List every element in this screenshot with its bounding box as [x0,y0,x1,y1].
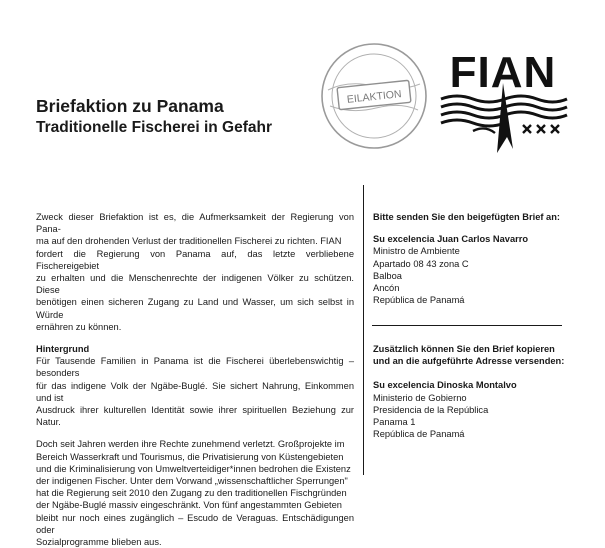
address-line: Balboa [373,270,402,281]
recipient-name: Su excelencia Dinoska Montalvo [373,380,517,391]
recipient-instruction: Zusätzlich können Sie den Brief kopieren [373,344,555,354]
address-line: Presidencia de la República [373,404,489,415]
recipient-divider [372,325,562,326]
address-line: Ministerio de Gobierno [373,392,467,403]
background-paragraph: Für Tausende Familien in Panama ist die Fischerei überlebenswichtig – besonders für das indigene Volk der Ngäbe-Buglé. Sie sichert Nahrung, Einkommen und ist Ausdruck ihrer kulturellen Identität sowie ihrer spirituellen Beziehung zur Natur. [36,356,354,428]
address-line: República de Panamá [373,429,465,440]
intro-paragraph: Zweck dieser Briefaktion ist es, die Aufmerksamkeit der Regierung von Pana- ma auf den drohenden Verlust der traditionellen Fischerei zu richten. FIAN fordert die Regierung von Panama auf, das letzte verbliebene Fischereigebiet zu erhalten und die Menschenrechte der indigenen Völker zu schützen. Diese benötigen einen sicheren Zugang zu Land und Wasser, um sich selbst in Würde ernähren zu können. [36,212,354,332]
main-text [36,211,354,548]
page-title: Briefaktion zu Panama [36,96,224,116]
recipient-primary [373,211,573,306]
address-line: República de Panamá [373,295,465,306]
rights-paragraph: Doch seit Jahren werden ihre Rechte zunehmend verletzt. Großprojekte im Bereich Wasserkraft und Tourismus, die Privatisierung von Küstengebieten und die Kriminalisierung von Umweltverteidiger*innen bedrohen die Existenz der indigenen Fischer. Unter dem Vorwand „wissenschaftlicher Sperrungen" hat die Regierung seit 2010 den Zugang zu den traditionellen Fischgründen der Ngäbe-Buglé massiv eingeschränkt. Von fünf angestammten Gebieten bleibt nur noch eines zugänglich – Escudo de Veraguas. Entschädigungen oder Sozialprogramme blieben aus. [36,439,354,548]
recipient-instruction: Bitte senden Sie den beigefügten Brief an: [373,212,560,222]
eilaktion-stamp-icon [318,40,430,152]
address-line: Ministro de Ambiente [373,246,460,257]
address-line: Ancón [373,283,400,294]
fian-logo [437,45,569,157]
address-line: Apartado 08 43 zona C [373,258,469,269]
stamp-text: EILAKTION [346,88,403,106]
background-heading: Hintergrund [36,344,90,355]
logo-crosses-icon [523,125,559,133]
recipient-instruction: und an die aufgeführte Adresse versenden: [373,356,565,367]
logo-fish-icon [473,128,495,133]
address-line: Panama 1 [373,417,416,428]
recipient-secondary [373,343,573,440]
page-subtitle: Traditionelle Fischerei in Gefahr [36,119,273,136]
logo-text: FIAN [449,48,557,97]
column-divider [363,185,364,475]
recipient-name: Su excelencia Juan Carlos Navarro [373,234,529,245]
